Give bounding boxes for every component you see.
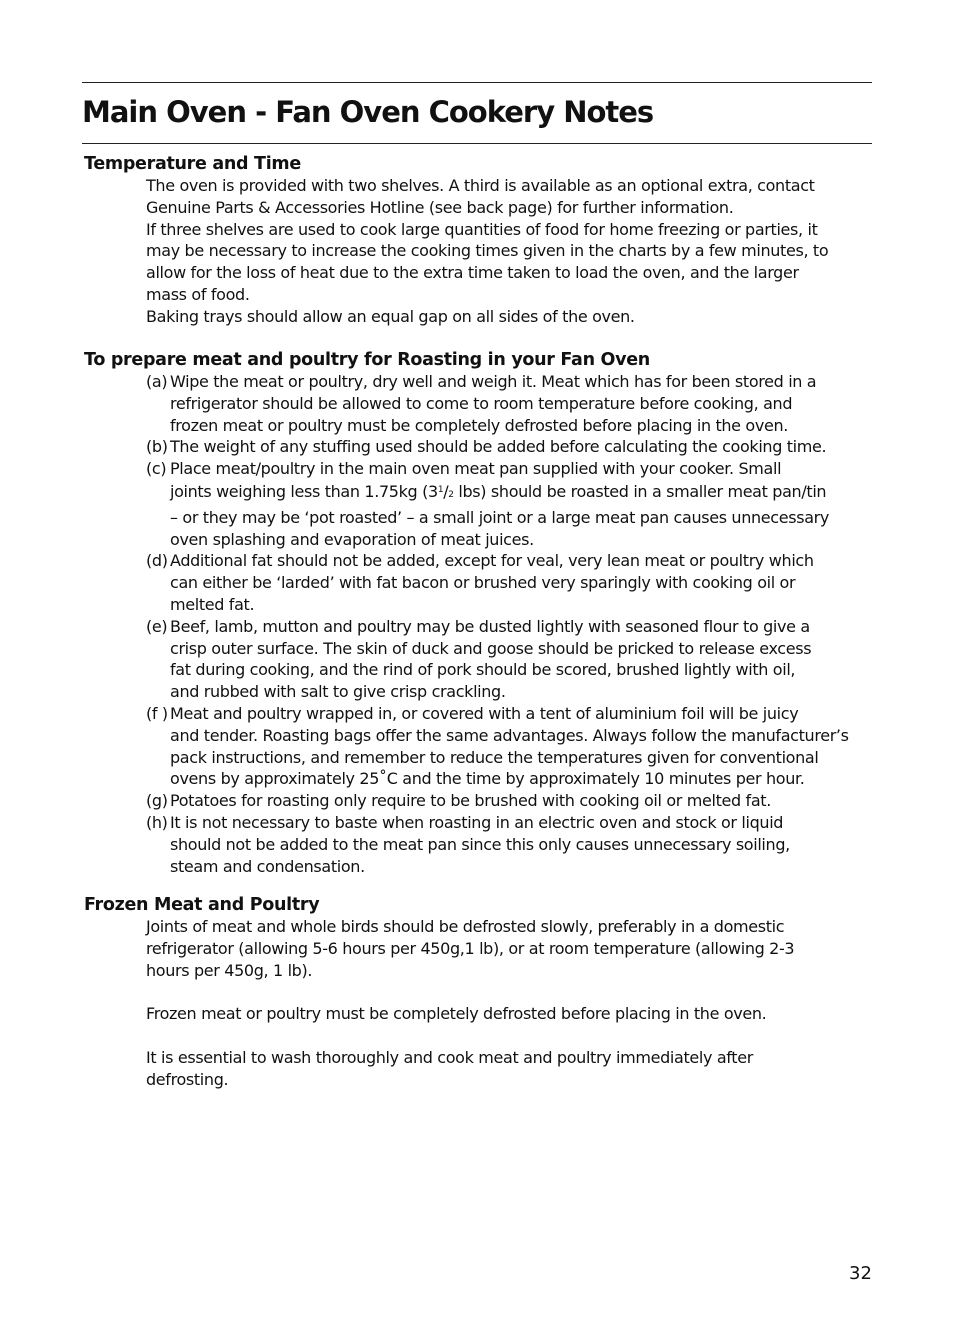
section-heading: To prepare meat and poultry for Roasting in your Fan Oven: [84, 350, 650, 370]
item-line: It is not necessary to baste when roasting in an electric oven and stock or liquid: [170, 812, 784, 832]
item-line: and rubbed with salt to give crisp crackling.: [170, 682, 506, 702]
body-line: Frozen meat or poultry must be completely defrosted before placing in the oven.: [146, 1004, 767, 1024]
paragraph-gap: [146, 1025, 874, 1047]
item-line: should not be added to the meat pan since this only causes unnecessary soiling,: [170, 834, 790, 854]
item-line: Place meat/poultry in the main oven meat pan supplied with your cooker. Small: [170, 459, 782, 479]
list-item-f: [146, 703, 874, 790]
item-line: Beef, lamb, mutton and poultry may be dusted lightly with seasoned flour to give a: [170, 616, 810, 636]
list-item-d: [146, 550, 874, 615]
section-roasting-preparation: [84, 349, 874, 877]
item-line: frozen meat or poultry must be completely defrosted before placing in the oven.: [170, 415, 788, 435]
top-rule: [82, 82, 872, 83]
body-line: Baking trays should allow an equal gap on all sides of the oven.: [146, 306, 635, 326]
section-heading: Temperature and Time: [84, 154, 301, 174]
body-line: If three shelves are used to cook large quantities of food for home freezing or parties, it: [146, 219, 818, 239]
list-item-b: [146, 436, 874, 458]
fraction-line-end: lbs) should be roasted in a smaller meat pan/tin: [458, 481, 827, 501]
item-line: fat during cooking, and the rind of pork should be scored, brushed lightly with oil,: [170, 660, 796, 680]
item-line: Wipe the meat or poultry, dry well and weigh it. Meat which has for been stored in a: [170, 372, 817, 391]
item-label: (g): [146, 791, 168, 811]
item-line: oven splashing and evaporation of meat juices.: [170, 529, 534, 549]
item-line: Additional fat should not be added, except for veal, very lean meat or poultry which: [170, 551, 814, 571]
item-line: melted fat.: [170, 594, 255, 614]
section-body: [146, 916, 874, 1090]
item-line: The weight of any stuffing used should be added before calculating the cooking time.: [170, 437, 827, 457]
item-line: can either be ‘larded’ with fat bacon or brushed very sparingly with cooking oil or: [170, 573, 796, 593]
paragraph-gap: [146, 981, 874, 1003]
page-number: 32: [849, 1263, 872, 1284]
body-line: defrosting.: [146, 1069, 229, 1089]
item-label: (h): [146, 812, 168, 832]
section-body: [146, 175, 874, 328]
section-heading: Frozen Meat and Poultry: [84, 895, 320, 915]
item-label: (b): [146, 437, 168, 457]
item-line: – or they may be ‘pot roasted’ – a small joint or a large meat pan causes unnecessary: [170, 507, 830, 527]
item-line: Meat and poultry wrapped in, or covered with a tent of aluminium foil will be juicy: [170, 703, 799, 723]
body-line: Genuine Parts & Accessories Hotline (see back page) for further information.: [146, 197, 734, 217]
body-line: It is essential to wash thoroughly and cook meat and poultry immediately after: [146, 1047, 753, 1067]
item-line: pack instructions, and remember to reduce the temperatures given for conventional: [170, 747, 819, 767]
item-label: (f ): [146, 703, 168, 723]
item-line: ovens by approximately 25˚C and the time by approximately 10 minutes per hour.: [170, 769, 805, 789]
body-line: allow for the loss of heat due to the extra time taken to load the oven, and the larger: [146, 263, 799, 283]
fraction-numerator: 1: [437, 484, 444, 495]
item-label: (d): [146, 551, 168, 571]
item-label: (c): [146, 459, 167, 479]
list-item-g: [146, 790, 874, 812]
body-line: mass of food.: [146, 284, 250, 304]
list-item-h: [146, 812, 874, 877]
body-line: refrigerator (allowing 5-6 hours per 450g,1 lb), or at room temperature (allowing 2-3: [146, 938, 795, 958]
item-line: refrigerator should be allowed to come to room temperature before cooking, and: [170, 393, 793, 413]
item-line: Potatoes for roasting only require to be brushed with cooking oil or melted fat.: [170, 791, 771, 811]
section-temperature-and-time: [84, 153, 874, 328]
body-line: Joints of meat and whole birds should be defrosted slowly, preferably in a domestic: [146, 917, 785, 936]
list-item-e: [146, 616, 874, 703]
item-line: and tender. Roasting bags offer the same advantages. Always follow the manufacturer’s: [170, 725, 849, 745]
fraction-denominator: 2: [448, 489, 454, 500]
item-label: (e): [146, 616, 168, 636]
body-line: hours per 450g, 1 lb).: [146, 960, 313, 980]
title-underline-rule: [82, 143, 872, 144]
section-body: [146, 371, 874, 877]
page-title: Main Oven - Fan Oven Cookery Notes: [82, 95, 654, 129]
item-line: steam and condensation.: [170, 856, 365, 876]
item-line-with-fraction: joints weighing less than 1.75kg ($3^1/2$ lbs) should be roasted in a smaller meat pan/tin: [170, 481, 827, 501]
list-item-a: [146, 371, 874, 436]
item-line: crisp outer surface. The skin of duck and goose should be pricked to release excess: [170, 638, 812, 658]
body-line: may be necessary to increase the cooking times given in the charts by a few minutes, to: [146, 241, 829, 261]
section-frozen-meat-and-poultry: [84, 894, 874, 1090]
item-label: (a): [146, 372, 168, 391]
body-line: The oven is provided with two shelves. A third is available as an optional extra, contact: [146, 176, 815, 195]
fraction-line-start: joints weighing less than 1.75kg (3: [170, 481, 438, 501]
list-item-c: [146, 458, 874, 550]
